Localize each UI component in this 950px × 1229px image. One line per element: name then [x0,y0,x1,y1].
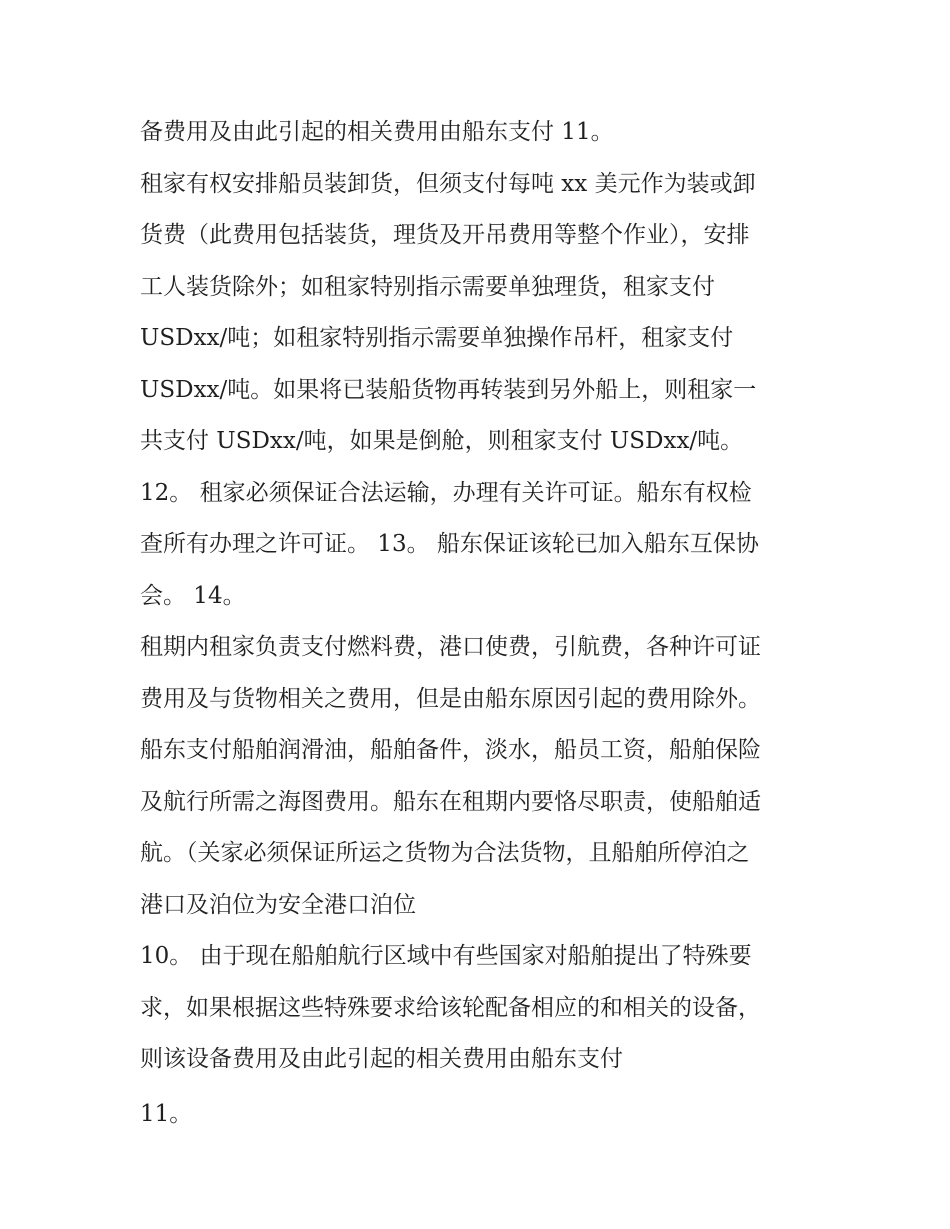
text-line: 求，如果根据这些特殊要求给该轮配备相应的和相关的设备， [140,994,761,1021]
text-line: 10。 由于现在船舶航行区域中有些国家对船舶提出了特殊要 [140,943,752,969]
text-line: 11。 [140,1100,193,1127]
text-line: USDxx/吨；如租家特别指示需要单独操作吊杆，租家支付 [140,325,734,351]
text-line: 船东支付船舶润滑油，船舶备件，淡水，船员工资，船舶保险 [140,737,761,763]
text-line: 查所有办理之许可证。 13。 船东保证该轮已加入船东互保协 [140,531,759,557]
text-line: 租期内租家负责支付燃料费，港口使费，引航费，各种许可证 [140,634,761,660]
text-line: 则该设备费用及由此引起的相关费用由船东支付 [140,1046,623,1072]
text-line: 共支付 USDxx/吨，如果是倒舱，则租家支付 USDxx/吨。 [140,428,744,454]
text-line: 费用及与货物相关之费用，但是由船东原因引起的费用除外。 [140,685,761,712]
text-line: 港口及泊位为安全港口泊位 [140,891,416,918]
document-body [140,107,820,1140]
text-line: 及航行所需之海图费用。船东在租期内要恪尽职责，使船舶适 [140,788,761,815]
text-line: 工人装货除外；如租家特别指示需要单独理货，租家支付 [140,273,715,300]
text-line: 会。 14。 [140,582,246,609]
text-line: 备费用及由此引起的相关费用由船东支付 11。 [140,119,614,145]
text-line: 租家有权安排船员装卸货，但须支付每吨 xx 美元作为装或卸 [140,170,756,197]
text-line: 12。 租家必须保证合法运输，办理有关许可证。船东有权检 [140,479,752,506]
text-line: USDxx/吨。如果将已装船货物再转装到另外船上，则租家一 [140,376,757,403]
text-line: 货费（此费用包括装货，理货及开吊费用等整个作业），安排 [140,222,750,248]
text-line: 航。（关家必须保证所运之货物为合法货物，且船舶所停泊之 [140,840,750,866]
